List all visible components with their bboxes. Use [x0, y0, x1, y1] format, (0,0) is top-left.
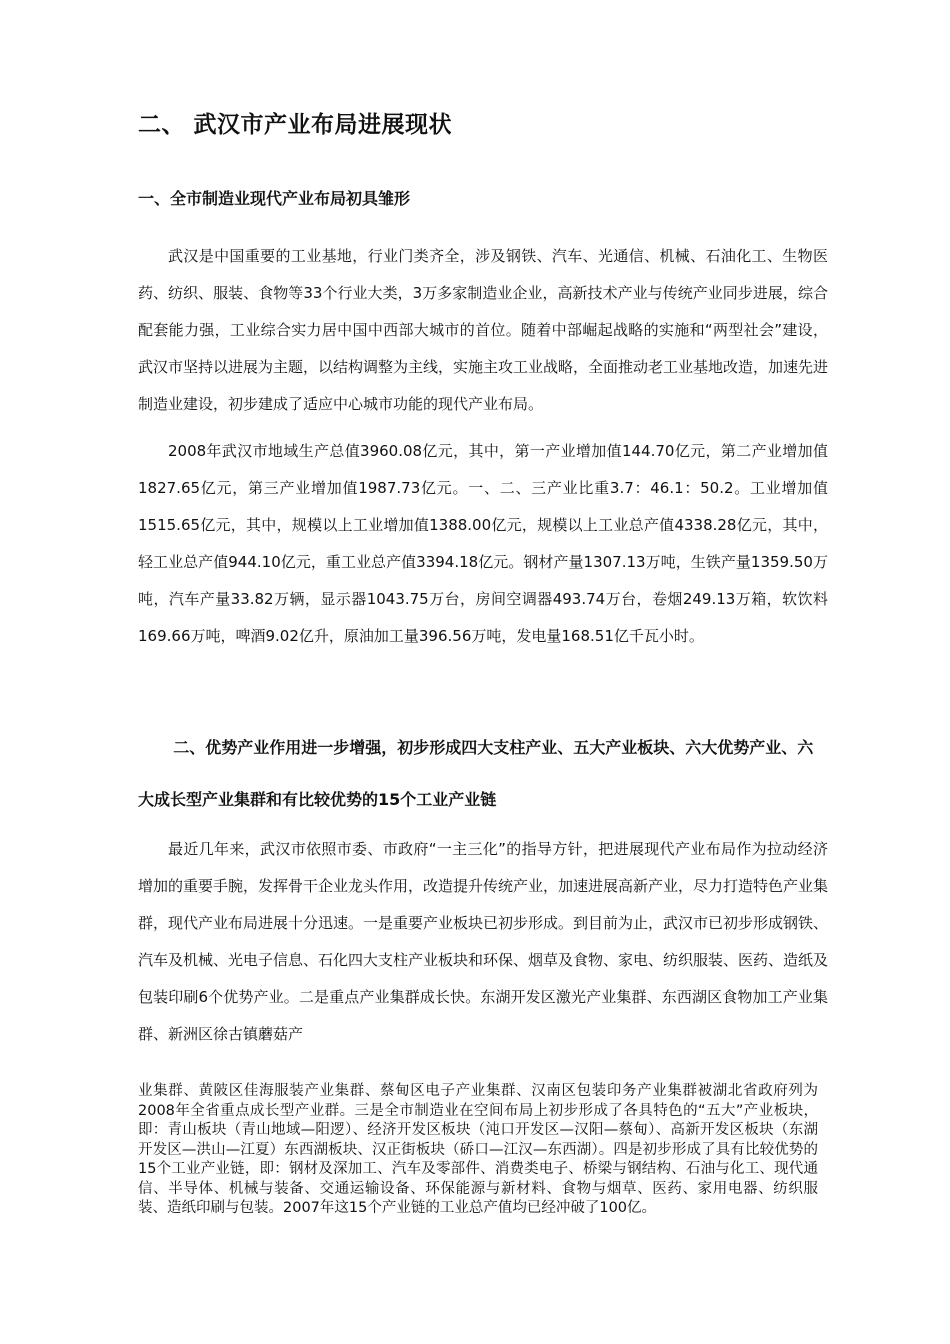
subsection-1-title: 一、全市制造业现代产业布局初具雏形 [138, 189, 411, 208]
subsection-1-paragraph-1: 武汉是中国重要的工业基地，行业门类齐全，涉及钢铁、汽车、光通信、机械、石油化工、生物医药、纺织、服装、食物等33个行业大类，3万多家制造业企业，高新技术产业与传统产业同步进展，综合配套能力强，工业综合实力居中国中西部大城市的首位。随着中部崛起战略的实施和“两型社会”建设，武汉市坚持以进展为主题，以结构调整为主线，实施主攻工业战略，全面推动老工业基地改造，加速先进制造业建设，初步建成了适应中心城市功能的现代产业布局。 [138, 247, 829, 413]
subsection-2-paragraph-2: 业集群、黄陂区佳海服装产业集群、蔡甸区电子产业集群、汉南区包装印务产业集群被湖北省政府列为2008年全省重点成长型产业群。三是全市制造业在空间布局上初步形成了各具特色的“五大”产业板块，即：青山板块（青山地域—阳逻）、经济开发区板块（沌口开发区—汉阳—蔡甸）、高新开发区板块（东湖开发区—洪山—江夏）东西湖板块、汉正街板块（硚口—江汉—东西湖）。四是初步形成了具有比较优势的15个工业产业链，即：钢材及深加工、汽车及零部件、消费类电子、桥梁与钢结构、石油与化工、现代通信、半导体、机械与装备、交通运输设备、环保能源与新材料、食物与烟草、医药、家用电器、纺织服装、造纸印刷与包装。2007年这15个产业链的工业总产值均已经冲破了100亿。 [138, 1083, 818, 1216]
subsection-2-title: 二、优势产业作用进一步增强，初步形成四大支柱产业、五大产业板块、六大优势产业、六大成长型产业集群和有比较优势的15个工业产业链 [138, 738, 814, 809]
section-title: 二、 武汉市产业布局进展现状 [138, 112, 453, 138]
subsection-2-paragraph-1: 最近几年来，武汉市依照市委、市政府“一主三化”的指导方针，把进展现代产业布局作为拉动经济增加的重要手腕，发挥骨干企业龙头作用，改造提升传统产业，加速进展高新产业，尽力打造特色产业集群，现代产业布局进展十分迅速。一是重要产业板块已初步形成。到目前为止，武汉市已初步形成钢铁、汽车及机械、光电子信息、石化四大支柱产业板块和环保、烟草及食物、家电、纺织服装、医药、造纸及包装印刷6个优势产业。二是重点产业集群成长快。东湖开发区激光产业集群、东西湖区食物加工产业集群、新洲区徐古镇蘑菇产 [138, 840, 829, 1043]
subsection-1-paragraph-2: 2008年武汉市地域生产总值3960.08亿元，其中，第一产业增加值144.70亿元，第二产业增加值1827.65亿元，第三产业增加值1987.73亿元。一、二、三产业比重3.7：46.1：50.2。工业增加值1515.65亿元，其中，规模以上工业增加值1388.00亿元，规模以上工业总产值4338.28亿元，其中，轻工业总产值944.10亿元，重工业总产值3394.18亿元。钢材产量1307.13万吨，生铁产量1359.50万吨，汽车产量33.82万辆，显示器1043.75万台，房间空调器493.74万台，卷烟249.13万箱，软饮料169.66万吨，啤酒9.02亿升，原油加工量396.56万吨，发电量168.51亿千瓦小时。 [138, 442, 828, 645]
